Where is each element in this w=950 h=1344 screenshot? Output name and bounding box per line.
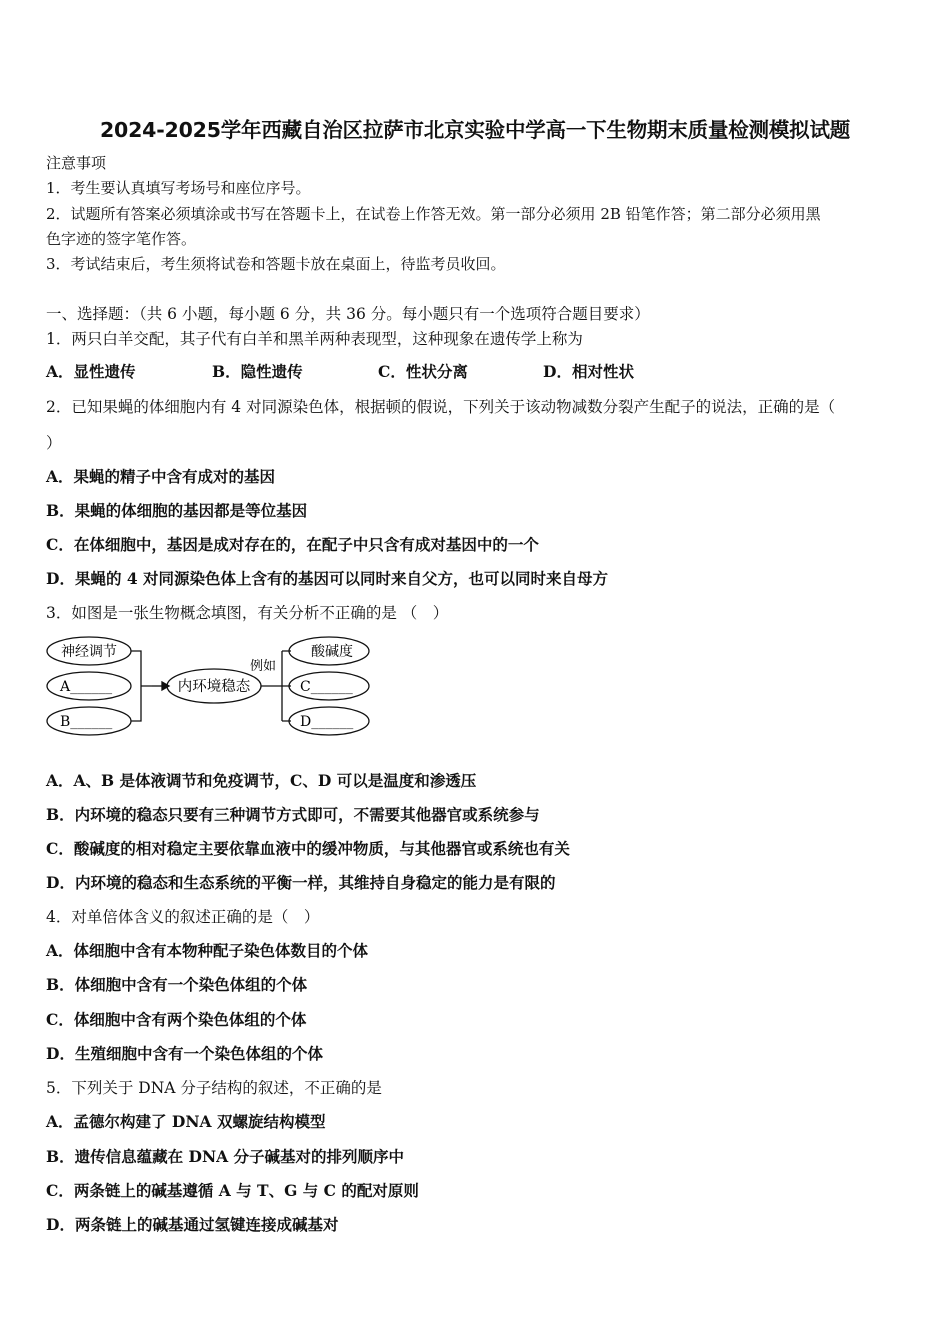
left-node-3-label: B______	[60, 714, 113, 730]
right-node-2-label: C______	[300, 679, 353, 695]
option-a: A．体细胞中含有本物种配子染色体数目的个体	[46, 941, 369, 960]
option-c: C．酸碱度的相对稳定主要依靠血液中的缓冲物质，与其他器官或系统也有关	[46, 839, 570, 858]
option-c: C．性状分离	[378, 362, 468, 381]
question-stem: 2．已知果蝇的体细胞内有 4 对同源染色体，根据顿的假说，下列关于该动物减数分裂产生配子的说法，正确的是（	[46, 398, 836, 416]
question-stem: 1．两只白羊交配，其子代有白羊和黑羊两种表现型，这种现象在遗传学上称为	[46, 330, 583, 348]
left-node-1-label: 神经调节	[61, 644, 117, 660]
notice-heading: 注意事项	[46, 154, 107, 172]
arrow-label: 例如	[250, 659, 277, 674]
center-node-label: 内环境稳态	[177, 679, 251, 695]
option-d: D．内环境的稳态和生态系统的平衡一样，其维持自身稳定的能力是有限的	[46, 873, 556, 892]
section-heading: 一、选择题：（共 6 小题，每小题 6 分，共 36 分。每小题只有一个选项符合题目要求）	[46, 305, 650, 323]
option-b: B．果蝇的体细胞的基因都是等位基因	[46, 501, 308, 520]
option-c: C．两条链上的碱基遵循 A 与 T、G 与 C 的配对原则	[46, 1181, 419, 1200]
right-node-3-label: D______	[300, 714, 354, 730]
option-d: D．两条链上的碱基通过氢键连接成碱基对	[46, 1215, 339, 1234]
option-b: B．遗传信息蕴藏在 DNA 分子碱基对的排列顺序中	[46, 1147, 405, 1166]
page-title: 2024-2025学年西藏自治区拉萨市北京实验中学高一下生物期末质量检测模拟试题	[99, 118, 851, 142]
left-node-2-label: A______	[60, 679, 113, 695]
option-d: D．生殖细胞中含有一个染色体组的个体	[46, 1044, 323, 1063]
question-stem: 5．下列关于 DNA 分子结构的叙述，不正确的是	[46, 1079, 382, 1097]
option-d: D．相对性状	[543, 362, 634, 381]
option-a: A．孟德尔构建了 DNA 双螺旋结构模型	[46, 1112, 326, 1131]
option-d: D．果蝇的 4 对同源染色体上含有的基因可以同时来自父方，也可以同时来自母方	[46, 569, 609, 588]
option-a: A．显性遗传	[46, 362, 136, 381]
left-bracket	[131, 651, 152, 721]
notice-item: 1．考生要认真填写考场号和座位序号。	[46, 179, 311, 197]
option-b: B．隐性遗传	[212, 362, 303, 381]
notice-item: 3．考试结束后，考生须将试卷和答题卡放在桌面上，待监考员收回。	[46, 255, 506, 273]
option-b: B．体细胞中含有一个染色体组的个体	[46, 975, 308, 994]
option-c: C．在体细胞中，基因是成对存在的，在配子中只含有成对基因中的一个	[46, 535, 539, 554]
right-node-1-label: 酸碱度	[311, 644, 353, 660]
option-a: A．果蝇的精子中含有成对的基因	[46, 467, 276, 486]
question-stem: 3．如图是一张生物概念填图，有关分析不正确的是 （ ）	[46, 604, 449, 622]
notice-item: 2．试题所有答案必须填涂或书写在答题卡上，在试卷上作答无效。第一部分必须用 2B 铅笔作答；第二部分必须用黑	[46, 205, 821, 223]
option-a: A．A、B 是体液调节和免疫调节，C、D 可以是温度和渗透压	[46, 771, 477, 790]
question-stem: 4．对单倍体含义的叙述正确的是（ ）	[46, 908, 320, 926]
concept-diagram	[44, 632, 384, 742]
question-stem-cont: ）	[46, 434, 62, 452]
option-b: B．内环境的稳态只要有三种调节方式即可，不需要其他器官或系统参与	[46, 805, 540, 824]
notice-item: 色字迹的签字笔作答。	[46, 230, 197, 248]
option-c: C．体细胞中含有两个染色体组的个体	[46, 1010, 307, 1029]
